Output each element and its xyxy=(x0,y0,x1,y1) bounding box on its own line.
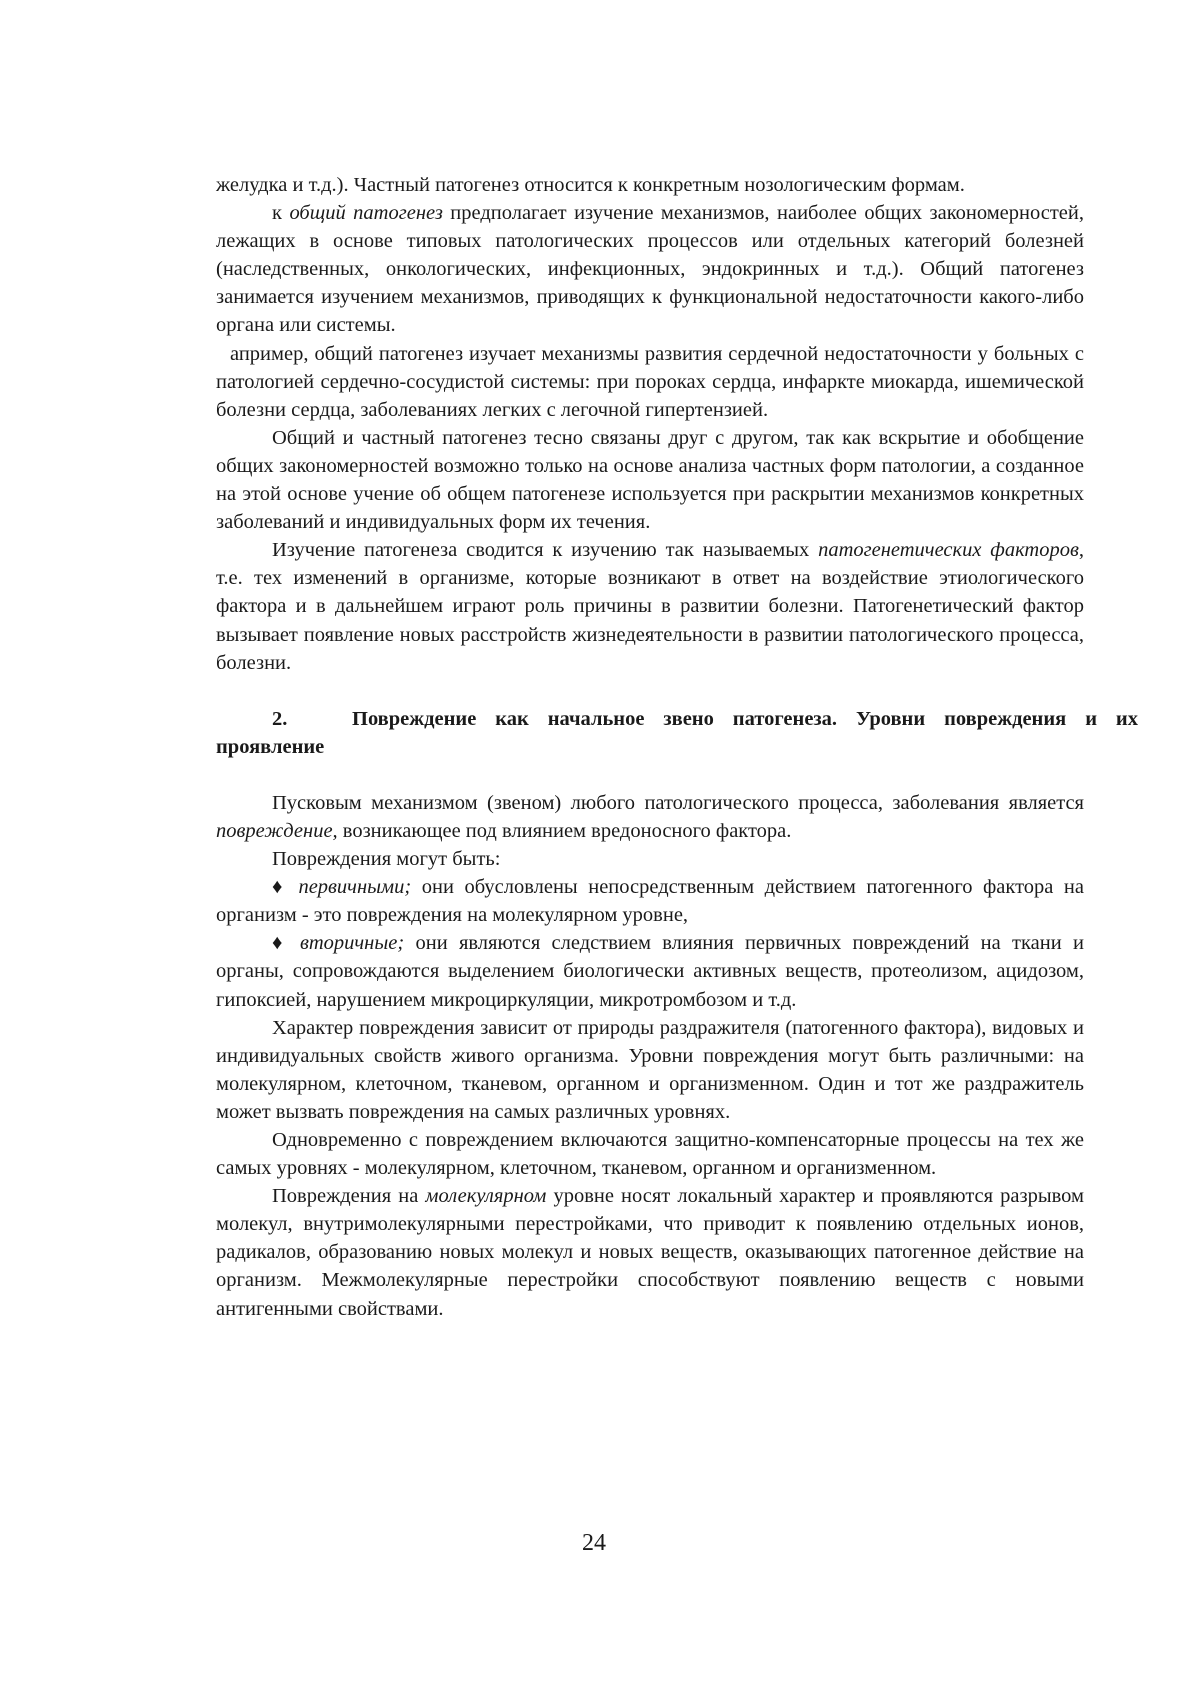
paragraph-damage-character: Характер повреждения зависит от природы раздражителя (патогенного фактора), видовых и индивидуальных свойств живого организма. Уровни повреждения могут быть различными: на молекулярном, клеточном, тканевом, органном и организменном. Один и тот же раздражитель может вызвать повреждения на самых различных уровнях. xyxy=(216,1016,1084,1123)
text-segment: они являются следствием влияния первичных повреждений на ткани и органы, сопровождаются выделением биологически активных веществ, протеолизом, ацидозом, гипоксией, нарушением микроциркуляции, микротромбозом и т.д. xyxy=(216,932,1084,1011)
text-segment: они обусловлены непосредственным действием патогенного фактора на организм - это повреждения на молекулярном уровне, xyxy=(216,876,1084,927)
document-body xyxy=(216,171,1138,1323)
section-title: Повреждение как начальное звено патогенеза. Уровни повреждения и их проявление xyxy=(216,707,1138,758)
text-segment: Повреждения на xyxy=(272,1185,426,1208)
paragraph-trigger-mechanism xyxy=(216,789,1084,845)
paragraph-private-pathogenesis: желудка и т.д.). Частный патогенез относится к конкретным нозологическим формам. xyxy=(216,174,965,196)
diamond-bullet-icon: ♦ xyxy=(272,876,288,899)
paragraph-pathogenetic-factors xyxy=(216,536,1084,676)
bullet-primary xyxy=(216,873,1084,929)
italic-term: повреждение, xyxy=(216,819,338,842)
page-number: 24 xyxy=(582,1530,606,1556)
italic-term: общий патогенез xyxy=(289,202,443,225)
text-segment: уровне носят локальный характер и проявляются разрывом молекул, внутримолекулярными перестройками, что приводит к появлению отдельных ионов, радикалов, образованию новых молекул и новых веществ, оказывающих патогенное действие на организм. Межмолекулярные перестройки способствуют появлению веществ с новыми антигенными свойствами. xyxy=(216,1185,1084,1320)
paragraph-damage-types-intro: Повреждения могут быть: xyxy=(272,848,501,871)
italic-term: молекулярном xyxy=(425,1185,547,1208)
text-segment: Изучение патогенеза сводится к изучению так называемых xyxy=(272,539,819,562)
bullet-secondary xyxy=(216,929,1084,1013)
paragraph-molecular-level xyxy=(216,1182,1084,1322)
text-segment: , т.е. тех изменений в организме, которые возникают в ответ на воздействие этиологического фактора и в дальнейшем играют роль причины в развитии болезни. Патогенетический фактор вызывает появление новых расстройств жизнедеятельности в развитии патологического процесса, болезни. xyxy=(216,539,1084,674)
paragraph-relation: Общий и частный патогенез тесно связаны друг с другом, так как вскрытие и обобщение общих закономерностей возможно только на основе анализа частных форм патологии, а созданное на этой основе учение об общем патогенезе используется при раскрытии механизмов конкретных заболеваний и индивидуальных форм их течения. xyxy=(216,426,1084,534)
text-segment: возникающее под влиянием вредоносного фактора. xyxy=(337,819,792,842)
text-segment: предполагает изучение механизмов, наиболее общих закономерностей, лежащих в основе типовых патологических процессов или отдельных категорий болезней (наследственных, онкологических, инфекционных, эндокринных и т.д.). Общий патогенез занимается изучением механизмов, приводящих к функциональной недостаточности какого-либо органа или системы. xyxy=(216,202,1084,337)
diamond-bullet-icon: ♦ xyxy=(272,932,289,955)
paragraph-example: априм​ер, общий патогенез изучает механизмы развития сердечной недостаточности у больных с патологией сердечно-сосудистой системы: при пороках сердца, инфаркте миокарда, ишемической болезни сердца, заболеваниях легких с легочной гипертензией. xyxy=(216,342,1084,421)
italic-term: вторичные; xyxy=(299,932,405,955)
section-number: 2. xyxy=(272,707,288,730)
text-segment: Пусковым механизмом (звеном) любого патологического процесса, заболевания является xyxy=(272,791,1084,814)
section-heading xyxy=(216,705,1138,761)
paragraph-general-pathogenesis xyxy=(216,199,1084,339)
paragraph-compensatory: Одновременно с повреждением включаются защитно-компенсаторные процессы на тех же самых уровнях - молекулярном, клеточном, тканевом, органном и организменном. xyxy=(216,1129,1084,1180)
italic-term: патогенетических факторов xyxy=(818,539,1079,562)
italic-term: первичными; xyxy=(298,876,412,899)
text-segment: к xyxy=(272,202,290,225)
